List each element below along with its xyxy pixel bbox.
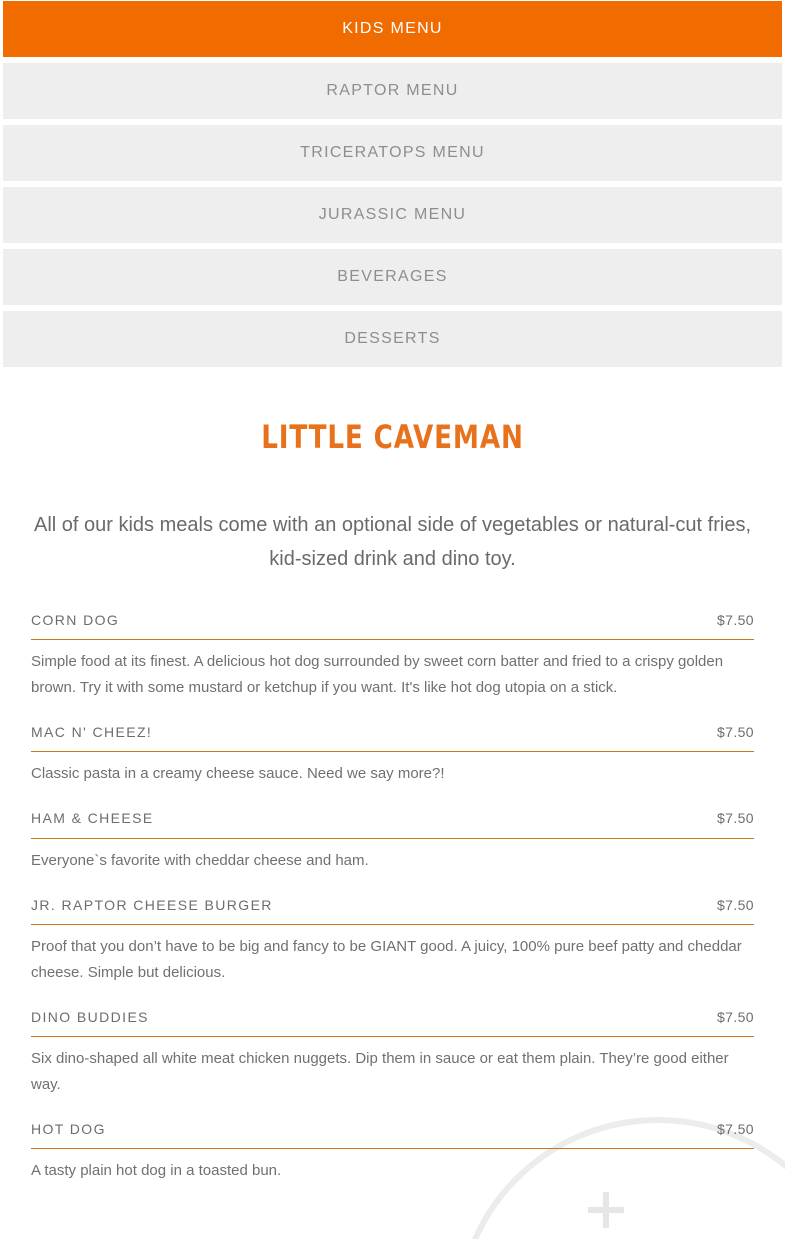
menu-item-description: A tasty plain hot dog in a toasted bun. [31, 1162, 282, 1179]
menu-item-description: Everyone`s favorite with cheddar cheese and ham. [31, 851, 369, 869]
tab-jurassic-menu[interactable]: JURASSIC MENU [3, 187, 782, 243]
menu-item-price: $7.50 [716, 1120, 754, 1137]
menu-item-description: Six dino-shaped all white meat chicken nuggets. Dip them in sauce or eat them plain. They’re good either way. [31, 1050, 729, 1093]
menu-item-description: Simple food at its finest. A delicious hot dog surrounded by sweet corn batter and fried to a crispy golden brown. Try it with some mustard or ketchup if you want. It's like hot dog utopia on a stick. [31, 653, 724, 696]
menu-item-name: HOT DOG [31, 1120, 106, 1137]
menu-item-price: $7.50 [716, 1008, 754, 1025]
menu-item-price: $7.50 [716, 896, 754, 913]
menu-item-header [31, 799, 754, 839]
menu-item [31, 712, 754, 799]
menu-item-price: $7.50 [716, 723, 754, 740]
menu-item-price: $7.50 [716, 810, 754, 826]
menu-tabs [3, 1, 782, 373]
menu-item-name: CORN DOG [31, 611, 120, 628]
menu-item [31, 1109, 754, 1196]
menu-item-description: Classic pasta in a creamy cheese sauce. Need we say more?! [31, 765, 445, 782]
tab-desserts[interactable]: DESSERTS [3, 311, 782, 367]
menu-items-list [31, 600, 754, 1196]
menu-item [31, 997, 754, 1109]
menu-item [31, 885, 754, 997]
menu-item [31, 600, 754, 712]
menu-item-header [31, 997, 754, 1037]
menu-item-name: DINO BUDDIES [31, 1008, 149, 1025]
section-intro: All of our kids meals come with an optional side of vegetables or natural-cut fries, kid-sized drink and dino toy. [33, 514, 752, 570]
menu-item [31, 799, 754, 886]
menu-item-name: HAM & CHEESE [31, 810, 154, 826]
menu-item-name: MAC N' CHEEZ! [31, 723, 153, 740]
tab-kids-menu[interactable]: KIDS MENU [3, 1, 782, 57]
menu-item-header [31, 712, 754, 752]
section-title: LITTLE CAVEMAN [261, 418, 524, 456]
tab-raptor-menu[interactable]: RAPTOR MENU [3, 63, 782, 119]
menu-item-price: $7.50 [716, 611, 754, 628]
tab-beverages[interactable]: BEVERAGES [3, 249, 782, 305]
menu-item-header [31, 885, 754, 925]
menu-item-header [31, 600, 754, 640]
tab-triceratops-menu[interactable]: TRICERATOPS MENU [3, 125, 782, 181]
menu-item-header [31, 1109, 754, 1149]
menu-item-description: Proof that you don’t have to be big and fancy to be GIANT good. A juicy, 100% pure beef patty and cheddar cheese. Simple but delicious. [31, 938, 742, 981]
menu-item-name: JR. RAPTOR CHEESE BURGER [31, 896, 273, 913]
